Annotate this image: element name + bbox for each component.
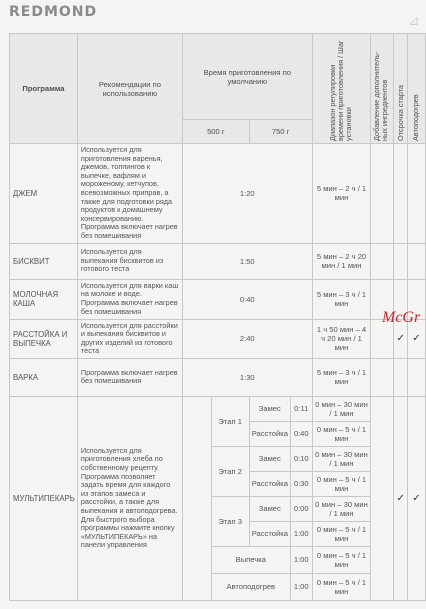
step-label: Расстойка	[249, 521, 290, 546]
keepwarm-check-icon: ✓	[407, 396, 425, 600]
step-label: Замес	[249, 446, 290, 471]
step-time: 1:00	[290, 546, 312, 573]
table-row	[10, 358, 426, 396]
time-range: 0 мин – 30 мин / 1 мин	[312, 446, 371, 471]
program-recommendation: Используется для приготовления хлеба по собственному рецепту. Программа позволяет задать время для каждого из этапов замеса и расстойки, а также для выпекания и автоподогрева. Для быстрого выбора программы нажмите кнопку «МУЛЬТИПЕКАРЬ» на панели управления	[77, 396, 182, 600]
header-delay-text: Отсрочка старта	[395, 84, 405, 141]
time-range: 0 мин – 5 ч / 1 мин	[312, 573, 371, 600]
program-name: МУЛЬТИПЕКАРЬ	[10, 396, 78, 600]
time-range: 0 мин – 5 ч / 1 мин	[312, 521, 371, 546]
program-name: БИСКВИТ	[10, 243, 78, 279]
program-name: РАССТОЙКА И ВЫПЕЧКА	[10, 319, 78, 358]
programs-table-wrap	[9, 33, 426, 601]
default-time: 1:30	[182, 358, 312, 396]
header-delay	[394, 34, 407, 144]
step-time: 0:30	[290, 471, 312, 496]
time-range: 5 мин – 2 ч 20 мин / 1 мин	[312, 243, 371, 279]
time-range: 5 мин – 3 ч / 1 мин	[312, 279, 371, 319]
default-time: 2:40	[182, 319, 312, 358]
program-name: МОЛОЧНАЯ КАША	[10, 279, 78, 319]
table-row	[10, 243, 426, 279]
step-label: Расстойка	[249, 421, 290, 446]
program-name: ВАРКА	[10, 358, 78, 396]
step-label: Замес	[249, 396, 290, 421]
table-row	[10, 396, 426, 421]
time-range: 0 мин – 30 мин / 1 мин	[312, 496, 371, 521]
header-range	[312, 34, 371, 144]
delay-check-icon: ✓	[394, 396, 407, 600]
brand-logo: REDMOND	[9, 4, 98, 20]
program-recommendation: Используется для варки каш на молоке и воде. Программа включает нагрев без помешивания	[77, 279, 182, 319]
step-label: Замес	[249, 496, 290, 521]
header-keepwarm	[407, 34, 425, 144]
header-program: Программа	[10, 34, 78, 144]
header-ingredients	[371, 34, 394, 144]
table-row	[10, 319, 426, 358]
time-range: 0 мин – 5 ч / 1 мин	[312, 421, 371, 446]
time-range: 0 мин – 30 мин / 1 мин	[312, 396, 371, 421]
header-default-time: Время приготовления по умолчанию	[182, 34, 312, 120]
step-time: 0:11	[290, 396, 312, 421]
header-ingredients-text: Добавление дополнитель- ных ингредиентов	[372, 51, 390, 141]
step-label: Выпечка	[211, 546, 290, 573]
watermark: McGr	[382, 309, 421, 326]
program-recommendation: Используется для выпекания бисквитов из готового теста	[77, 243, 182, 279]
program-recommendation: Используется для расстойки и выпекания бисквитов и других изделий из готового теста	[77, 319, 182, 358]
keepwarm-check-icon: ✓	[407, 319, 425, 358]
header-range-text: Диапазон регулировки времени приготовления / Шаг установки	[327, 39, 353, 141]
time-range: 0 мин – 5 ч / 1 мин	[312, 546, 371, 573]
programs-table	[9, 33, 426, 601]
table-row	[10, 144, 426, 244]
step-time: 0:00	[290, 496, 312, 521]
header-500g: 500 г	[182, 120, 249, 144]
step-time: 0:40	[290, 421, 312, 446]
step-label: Автоподогрев	[211, 573, 290, 600]
program-name: ДЖЕМ	[10, 144, 78, 244]
blank-cell	[182, 396, 211, 600]
time-range: 5 мин – 2 ч / 1 мин	[312, 144, 371, 244]
table-row	[10, 279, 426, 319]
program-recommendation: Программа включает нагрев без помешивания	[77, 358, 182, 396]
delay-check-icon: ✓	[394, 319, 407, 358]
time-range: 1 ч 50 мин – 4 ч 20 мин / 1 мин	[312, 319, 371, 358]
time-range: 0 мин – 5 ч / 1 мин	[312, 471, 371, 496]
time-range: 5 мин – 3 ч / 1 мин	[312, 358, 371, 396]
default-time: 1:50	[182, 243, 312, 279]
stage-label: Этап 2	[211, 446, 249, 496]
header-recommendations: Рекомендации по использованию	[77, 34, 182, 144]
step-time: 1:00	[290, 521, 312, 546]
step-time: 0:10	[290, 446, 312, 471]
stage-label: Этап 3	[211, 496, 249, 546]
stage-label: Этап 1	[211, 396, 249, 446]
header-keepwarm-text: Автоподогрев	[411, 93, 421, 141]
corner-mark-icon: ⊿	[408, 12, 420, 28]
header-750g: 750 г	[249, 120, 312, 144]
program-recommendation: Используется для приготовления варенья, джемов, топпингов к выпечке, вафлям и мороженому, кетчупов, всевозможных приправ, а также для подготовки ряда продуктов к домашнему консервированию. Программа включает нагрев без помешивания	[77, 144, 182, 244]
default-time: 0:40	[182, 279, 312, 319]
step-time: 1:00	[290, 573, 312, 600]
step-label: Расстойка	[249, 471, 290, 496]
default-time: 1:20	[182, 144, 312, 244]
